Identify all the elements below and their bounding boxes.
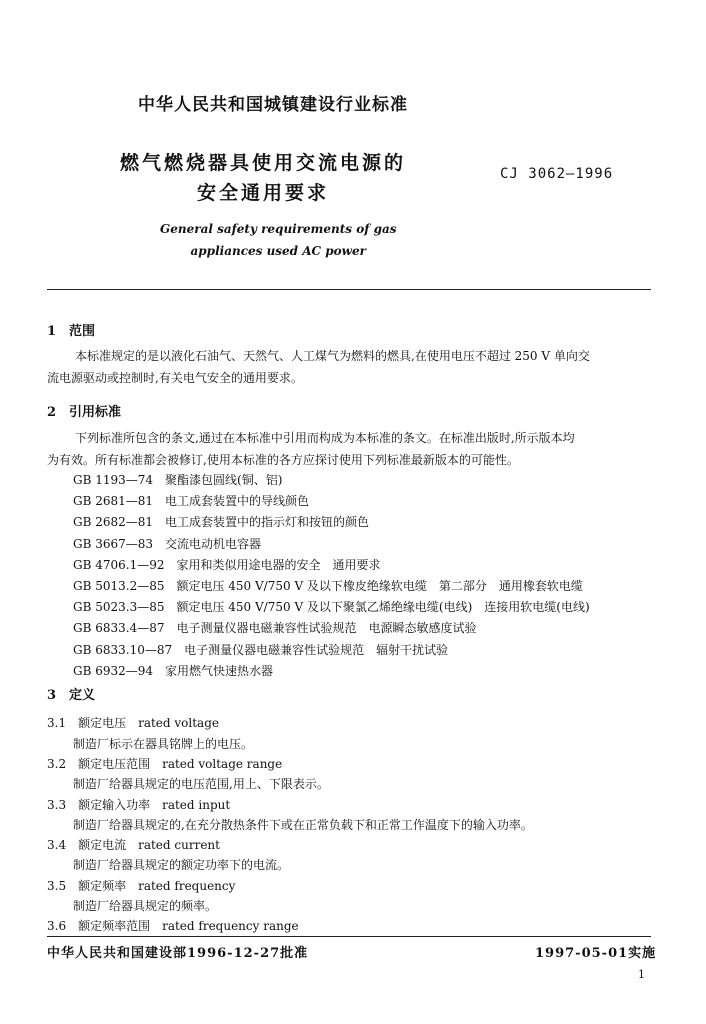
reference-list bbox=[73, 470, 590, 682]
standard-title-line1: 燃气燃烧器具使用交流电源的 bbox=[120, 152, 407, 174]
definition-3-4-heading: 3.4 额定电流 rated current bbox=[47, 838, 220, 852]
reference-item: GB 6932—94 家用燃气快速热水器 bbox=[73, 663, 274, 678]
standard-title bbox=[120, 148, 406, 208]
reference-item: GB 5013.2—85 额定电压 450 V/750 V 及以下橡皮绝缘软电缆 第二部分 通用橡套软电缆 bbox=[73, 579, 583, 594]
definition-3-6-heading: 3.6 额定频率范围 rated frequency range bbox=[47, 919, 299, 933]
implementation-date: 1997-05-01实施 bbox=[535, 946, 657, 961]
reference-item: GB 3667—83 交流电动机电容器 bbox=[73, 536, 262, 551]
reference-item: GB 6833.4—87 电子测量仪器电磁兼容性试验规范 电源瞬态敏感度试验 bbox=[73, 621, 477, 636]
reference-item: GB 1193—74 聚酯漆包圆线(铜、铝) bbox=[73, 473, 283, 487]
reference-item: GB 2682—81 电工成套装置中的指示灯和按钮的颜色 bbox=[73, 515, 370, 530]
english-title-line2: appliances used AC power bbox=[190, 244, 366, 258]
definition-3-4-text: 制造厂给器具规定的额定功率下的电流。 bbox=[73, 858, 290, 872]
definition-3-3-heading: 3.3 额定输入功率 rated input bbox=[47, 798, 231, 812]
standard-code: CJ 3062—1996 bbox=[500, 166, 614, 182]
section-1-line-2: 流电源驱动或控制时,有关电气安全的通用要求。 bbox=[47, 371, 303, 385]
reference-item: GB 6833.10—87 电子测量仪器电磁兼容性试验规范 辐射干扰试验 bbox=[73, 642, 449, 657]
standard-title-line2: 安全通用要求 bbox=[197, 182, 330, 204]
definition-3-1-heading: 3.1 额定电压 rated voltage bbox=[47, 716, 219, 730]
definition-3-5-heading: 3.5 额定频率 rated frequency bbox=[47, 879, 236, 893]
approval-note: 中华人民共和国建设部1996-12-27批准 bbox=[47, 946, 309, 961]
section-3-heading: 3 定义 bbox=[47, 688, 96, 703]
section-2-line-2: 为有效。所有标准都会被修订,使用本标准的各方应探讨使用下列标准最新版本的可能性。 bbox=[47, 453, 519, 467]
footer-divider bbox=[47, 936, 651, 937]
definition-3-5-text: 制造厂给器具规定的频率。 bbox=[73, 899, 218, 913]
definition-3-3-text: 制造厂给器具规定的,在充分散热条件下或在正常负载下和正常工作温度下的输入功率。 bbox=[73, 818, 533, 832]
header-divider bbox=[47, 289, 651, 290]
section-2-line-1: 下列标准所包含的条文,通过在本标准中引用而构成为本标准的条文。在标准出版时,所示版本均 bbox=[75, 431, 575, 445]
english-title bbox=[160, 218, 396, 262]
reference-item: GB 4706.1—92 家用和类似用途电器的安全 通用要求 bbox=[73, 557, 381, 572]
reference-item: GB 5023.3—85 额定电压 450 V/750 V 及以下聚氯乙烯绝缘电缆(电线) 连接用软电缆(电线) bbox=[73, 600, 590, 615]
definition-3-2-text: 制造厂给器具规定的电压范围,用上、下限表示。 bbox=[73, 777, 329, 791]
section-1-line-1: 本标准规定的是以液化石油气、天然气、人工煤气为燃料的燃具,在使用电压不超过 250 V 单向交 bbox=[75, 349, 590, 363]
definition-3-1-text: 制造厂标示在器具铭牌上的电压。 bbox=[73, 737, 254, 751]
section-2-heading: 2 引用标准 bbox=[47, 405, 122, 420]
reference-item: GB 2681—81 电工成套装置中的导线颜色 bbox=[73, 494, 310, 509]
industry-standard-heading: 中华人民共和国城镇建设行业标准 bbox=[138, 95, 408, 115]
english-title-line1: General safety requirements of gas bbox=[160, 222, 397, 236]
definition-3-2-heading: 3.2 额定电压范围 rated voltage range bbox=[47, 757, 283, 771]
page-number: 1 bbox=[638, 968, 645, 981]
section-1-heading: 1 范围 bbox=[47, 324, 96, 339]
